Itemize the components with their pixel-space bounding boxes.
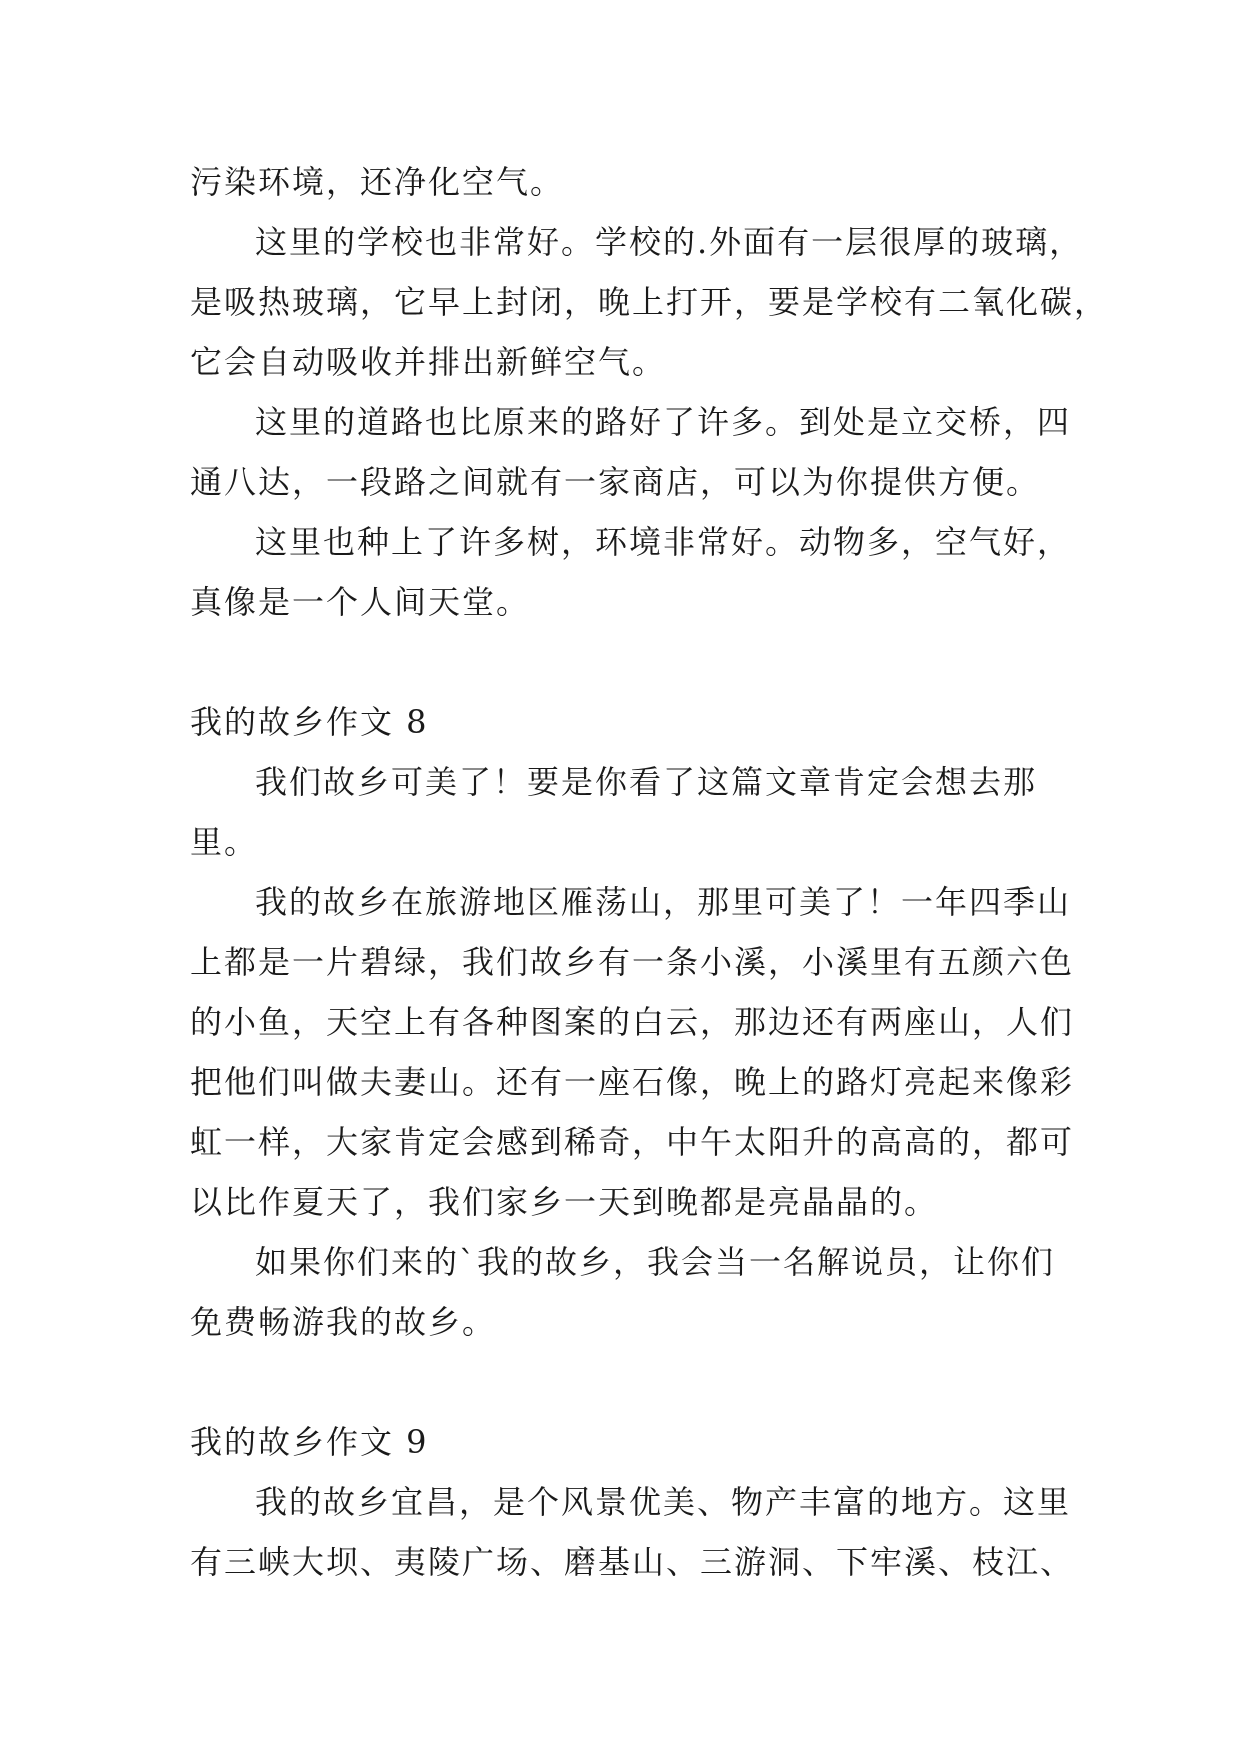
paragraph-line: 这里的道路也比原来的路好了许多。到处是立交桥，四 xyxy=(255,403,1072,441)
paragraph-line: 我的故乡在旅游地区雁荡山，那里可美了！一年四季山 xyxy=(255,883,1072,921)
paragraph-line: 它会自动吸收并排出新鲜空气。 xyxy=(190,343,667,381)
paragraph-line: 通八达，一段路之间就有一家商店，可以为你提供方便。 xyxy=(190,463,1041,501)
paragraph-line: 污染环境，还净化空气。 xyxy=(190,163,565,201)
document-body xyxy=(190,152,1109,1592)
section-title: 我的故乡作文 9 xyxy=(190,1423,429,1461)
paragraph-line: 有三峡大坝、夷陵广场、磨基山、三游洞、下牢溪、枝江、 xyxy=(190,1543,1075,1581)
paragraph-line: 的小鱼，天空上有各种图案的白云，那边还有两座山，人们 xyxy=(190,1003,1075,1041)
paragraph-line: 这里也种上了许多树，环境非常好。动物多，空气好， xyxy=(255,523,1072,561)
paragraph-line: 免费畅游我的故乡。 xyxy=(190,1303,497,1341)
paragraph-line: 真像是一个人间天堂。 xyxy=(190,583,531,621)
paragraph-line: 是吸热玻璃，它早上封闭，晚上打开，要是学校有二氧化碳， xyxy=(190,283,1109,321)
paragraph-line: 以比作夏天了，我们家乡一天到晚都是亮晶晶的。 xyxy=(190,1183,939,1221)
paragraph-line: 如果你们来的`我的故乡，我会当一名解说员，让你们 xyxy=(255,1243,1056,1281)
paragraph-line: 这里的学校也非常好。学校的.外面有一层很厚的玻璃， xyxy=(255,223,1084,261)
section-title: 我的故乡作文 8 xyxy=(190,703,429,741)
paragraph-line: 里。 xyxy=(190,823,259,861)
paragraph-line: 我们故乡可美了！要是你看了这篇文章肯定会想去那 xyxy=(255,763,1038,801)
paragraph-line: 把他们叫做夫妻山。还有一座石像，晚上的路灯亮起来像彩 xyxy=(190,1063,1075,1101)
paragraph-line: 上都是一片碧绿，我们故乡有一条小溪，小溪里有五颜六色 xyxy=(190,943,1075,981)
paragraph-line: 虹一样，大家肯定会感到稀奇，中午太阳升的高高的，都可 xyxy=(190,1123,1075,1161)
paragraph-line: 我的故乡宜昌，是个风景优美、物产丰富的地方。这里 xyxy=(255,1483,1072,1521)
